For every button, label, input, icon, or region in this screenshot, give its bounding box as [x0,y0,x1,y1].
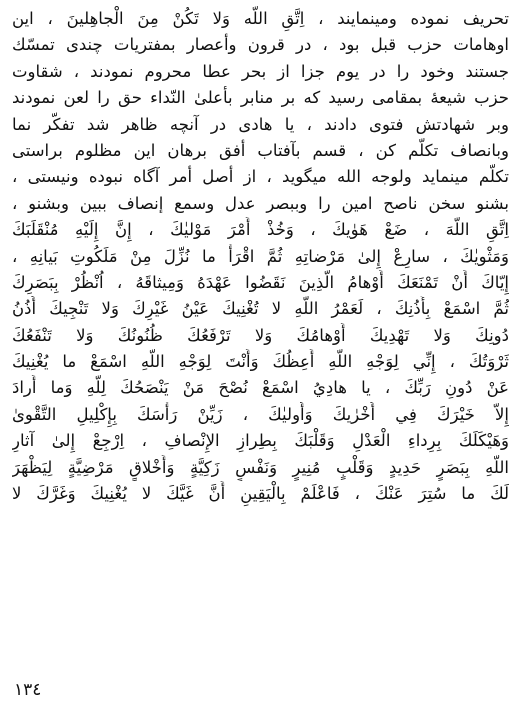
text-line-12: ثُمَّ اسْمَعْ بِأُذُنِكَ ، لَعَمْرُ اللّهِ لا تُغْنِيكَ عَيْنُ غَيْرِكَ وَلا تَنْجِيكَ أُذُنُ [12,299,509,319]
text-line-11: إِيّاكَ أَنْ تَمْنَعَكَ أَوْهامُ الَّذِينَ نَقَضُوا عَهْدَهُ وَمِيثاقَهُ ، اُنْظُرْ بِبَصَرِكَ [12,272,509,292]
text-line-13: دُونِكَ وَلا تَهْدِيكَ أَوْهامُكَ وَلا تَرْفَعُكَ ظُنُونُكَ وَلا تَنْفَعُكَ [12,325,509,345]
text-line-14: ثَرْوَتُكَ ، إِنِّي لِوَجْهِ اللّهِ أَعِظُكَ وَأَنْتَ لِوَجْهِ اللّهِ اسْمَعْ ما يُغْنِيكَ [12,352,509,372]
text-line-15: عَنْ دُونِ رَبِّكَ ، يا هادِيُ اسْمَعْ نُصْحَ مَنْ يَنْصَحُكَ لِلّهِ وَما أَرادَ [12,378,509,398]
page-number: ١٣٤ [14,680,42,700]
text-line-7: تكلّم مينمايد ولوجه الله ميگويد ، از أصل أمر آگاه نبوده ونيستی ، [12,167,509,187]
text-line-10: وَمَثْويٰكَ ، سارِعْ إِلىٰ مَرْضاتِهِ ثُمَّ اقْرَأْ ما نُزِّلَ مِنْ مَلَكُوتِ بَيانِهِ ، [12,246,509,266]
text-line-3: جستند وخود را در يوم جزا از بحر عطا محروم نمودند ، شقاوت [12,61,509,81]
text-line-1: تحريف نموده ومينمايند ، اِتَّقِ اللّه وَلا تَكُنْ مِنَ الْجاهِلينَ ، اين [12,9,509,28]
text-line-5: وبر شهادتش فتوی دادند ، يا هادی در آنچه ظاهر شد تفكّر نما [12,114,509,134]
text-line-4: حزب شيعهٔ بمقامی رسيد كه بر منابر بأعلیٰ النّداء حق را لعن نمودند [12,88,509,108]
text-line-18: اللّهِ بِبَصَرٍ حَدِيدٍ وَقَلْبٍ مُنِيرٍ وَنَفْسٍ زَكِيَّةٍ وَأَخْلاقٍ مَرْضِيَّةٍ لِيَظْهَرَ [12,457,509,477]
text-body [12,6,509,507]
text-line-19: لَكَ ما سُتِرَ عَنْكَ ، فَاعْلَمْ بِالْيَقِينِ أَنَّ غَيَّكَ لا يُغْنِيكَ وَغَرَّكَ لا [12,484,509,504]
document-page [12,6,509,716]
text-line-6: وبانصاف تكلّم كن ، قسم بآفتاب أفق برهان اين مظلوم براستی [12,140,509,160]
text-line-8: بشنو سخن ناصح امين را وببصر عدل وسمع إنصاف ببين وبشنو ، [12,193,509,213]
text-line-9: اِتَّقِ اللّهَ ، ضَعْ هَوٰيكَ ، وَخُذْ أَمْرَ مَوْليٰكَ ، إِنَّ إِلَيْهِ مُنْقَلَبَكَ [12,220,509,240]
text-line-2: اوهامات حزب قبل بود ، در قرون وأعصار بمفتريات چندی تمسّك [12,35,509,55]
text-line-17: وَهَيْكَلَكَ بِرِداءِ الْعَدْلِ وَقَلْبَكَ بِطِرازِ الإِنْصافِ ، اِرْجِعْ إِلىٰ آثارِ [12,431,509,451]
text-line-16: إِلاّ خَيْرَكَ فِي أُخْرٰيكَ وَأُوليٰكَ ، زَيِّنْ رَأْسَكَ بِإِكْلِيلِ التَّقْوىٰ [12,404,509,424]
